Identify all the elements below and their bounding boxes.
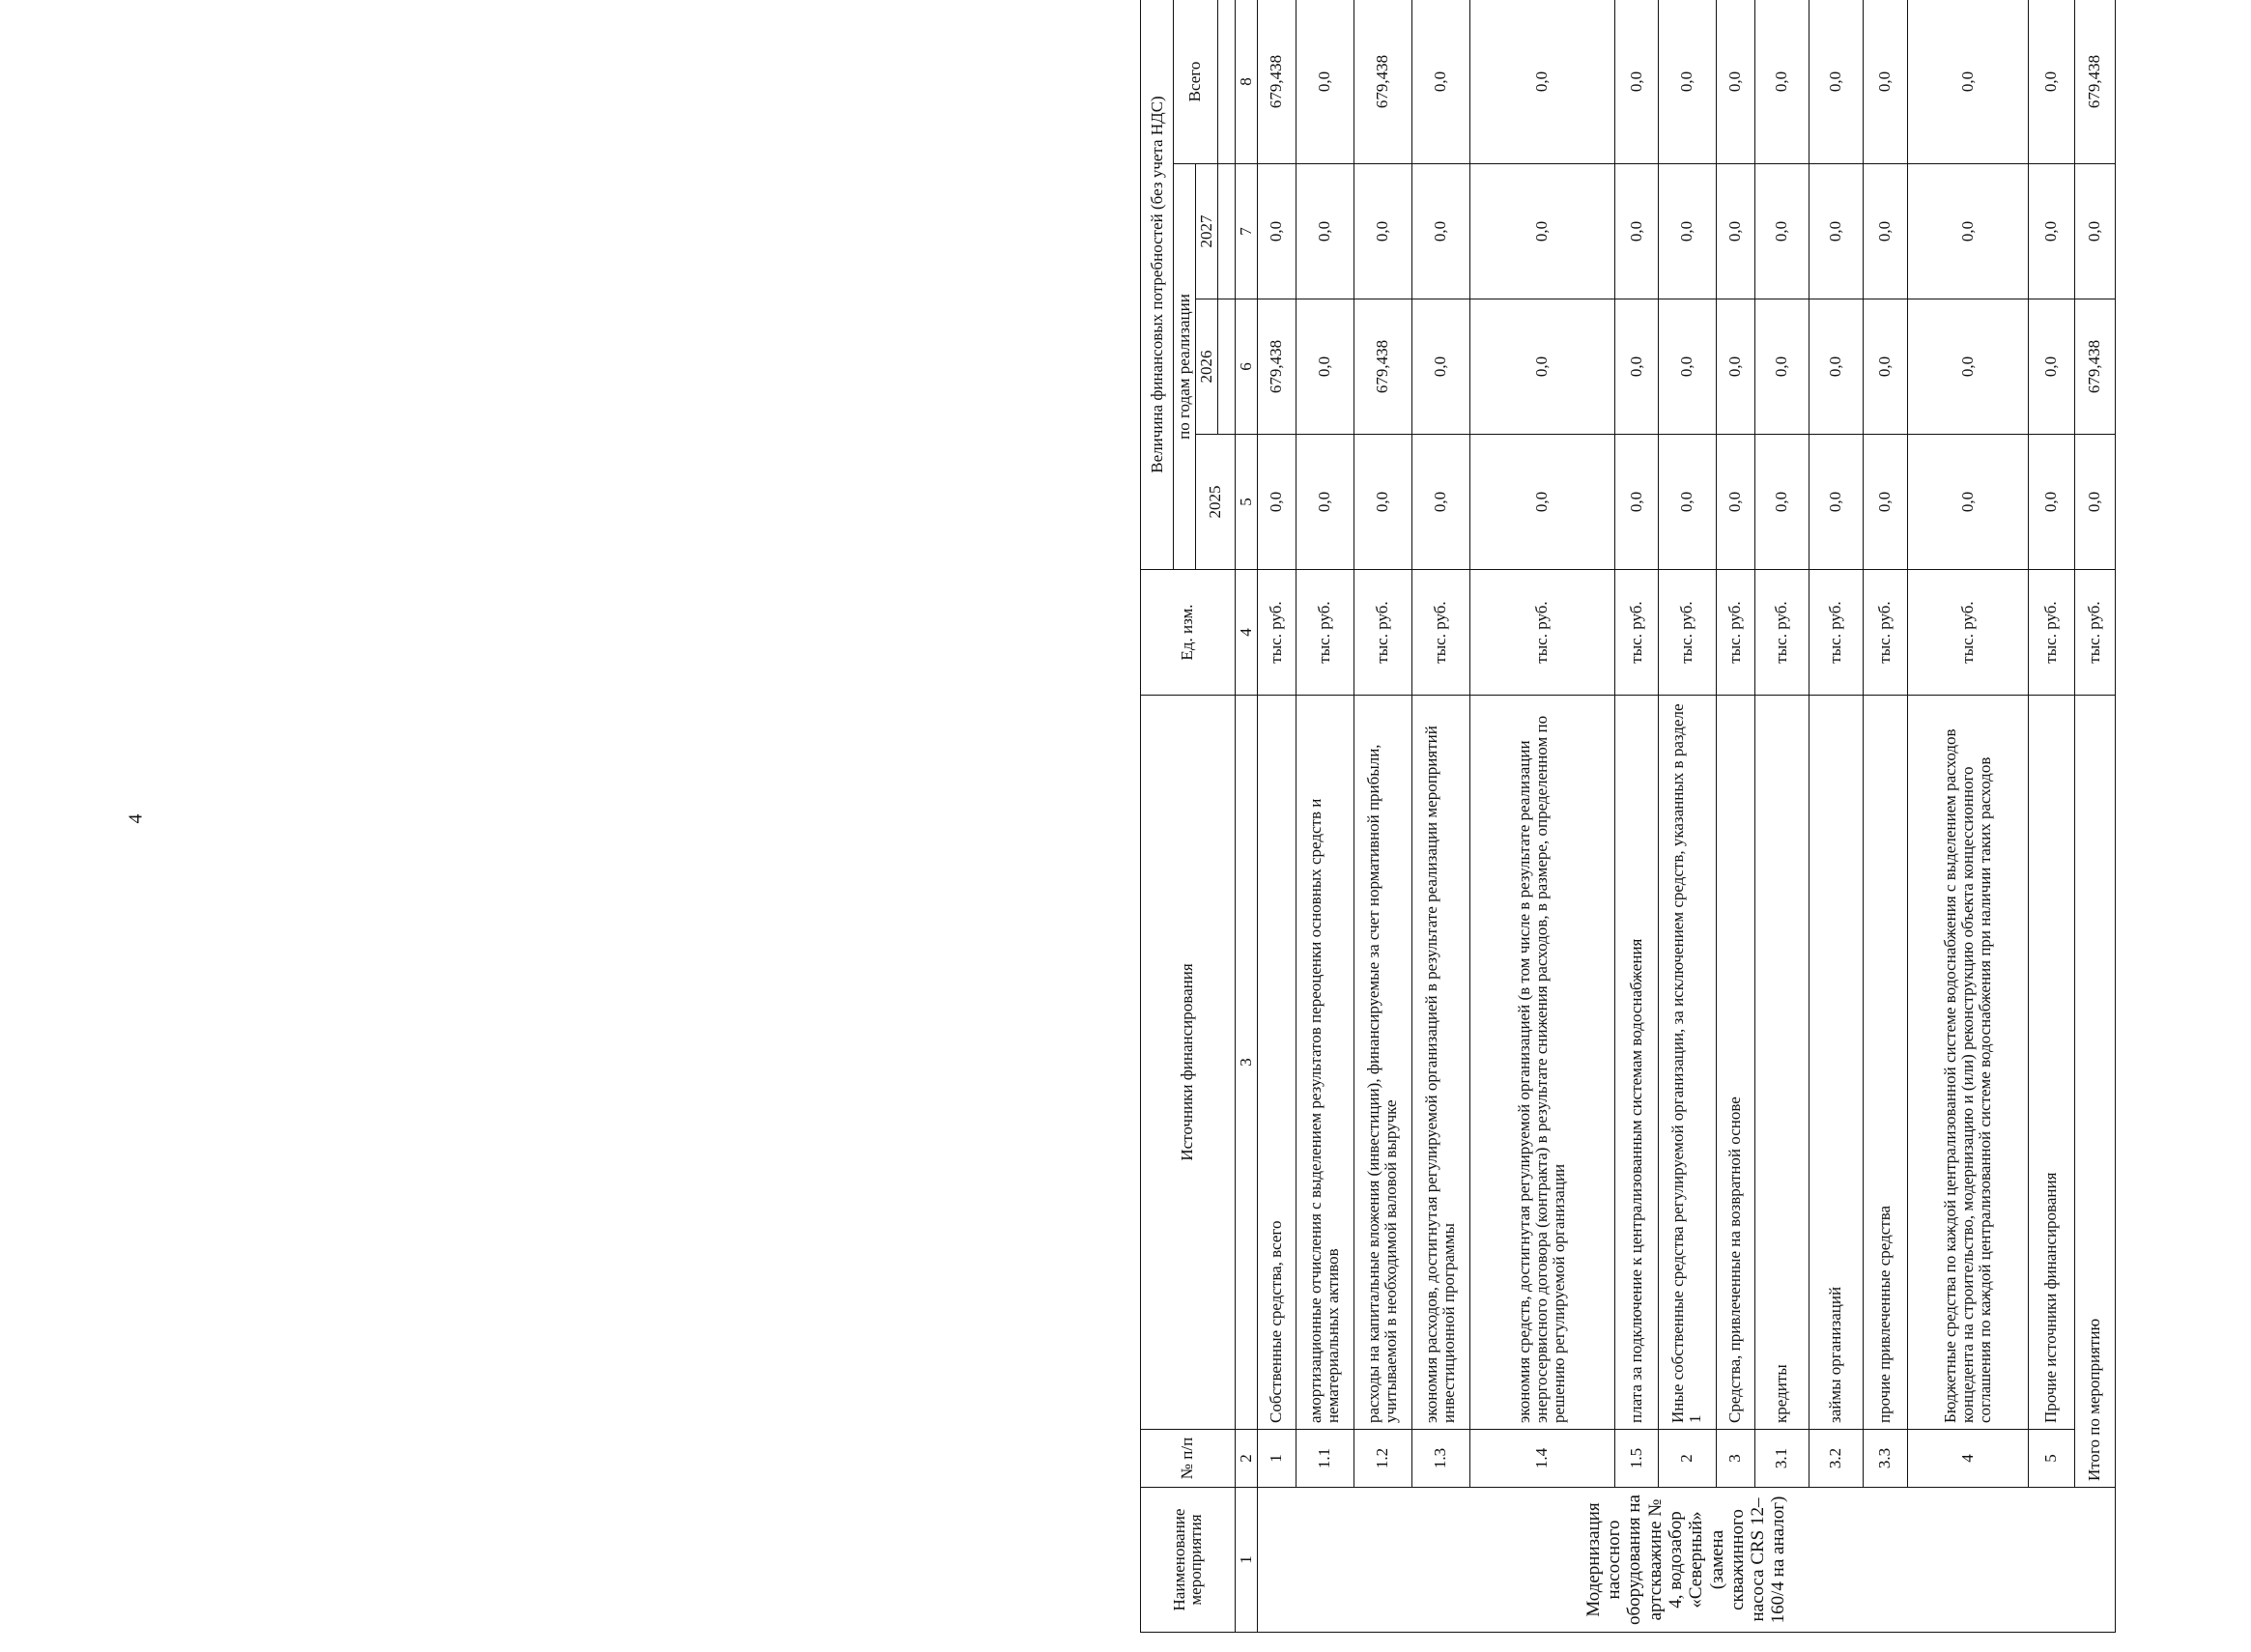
value-2027: 0,0: [1296, 164, 1353, 299]
value-total: 0,0: [1809, 0, 1863, 164]
value-2025: 0,0: [2028, 435, 2074, 570]
column-number: 5: [1235, 435, 1257, 570]
table-row: [1754, 0, 1809, 1633]
row-number: 1.5: [1614, 1430, 1658, 1488]
header-blank: [1217, 0, 1235, 164]
value-2027: 0,0: [1754, 164, 1809, 299]
row-number: 3.2: [1809, 1430, 1863, 1488]
unit: тыс. руб.: [1353, 570, 1411, 696]
row-number: 4: [1907, 1430, 2028, 1488]
value-2027: 0,0: [1716, 164, 1754, 299]
value-2026: 0,0: [1809, 299, 1863, 435]
total-row: [2074, 0, 2115, 1633]
column-number: 1: [1235, 1488, 1257, 1633]
value-total: 0,0: [2028, 0, 2074, 164]
unit: тыс. руб.: [1907, 570, 2028, 696]
header-source: Источники финансирования: [1141, 696, 1236, 1430]
value-2025: 0,0: [1809, 435, 1863, 570]
value-total: 0,0: [1754, 0, 1809, 164]
value-2027: 0,0: [1353, 164, 1411, 299]
rotated-page: [1140, 0, 2251, 1633]
column-number: 7: [1235, 164, 1257, 299]
value-2025: 0,0: [1353, 435, 1411, 570]
value-2026: 0,0: [1716, 299, 1754, 435]
value-2027: 0,0: [1257, 164, 1296, 299]
value-2027: 0,0: [1907, 164, 2028, 299]
value-2025: 0,0: [1863, 435, 1907, 570]
measure-name-cell: [1257, 1488, 2115, 1633]
value-2026: 0,0: [1754, 299, 1809, 435]
total-2026: 679,438: [2074, 299, 2115, 435]
total-2027: 0,0: [2074, 164, 2115, 299]
table-row: [1411, 0, 1469, 1633]
column-number-row: [1235, 0, 1257, 1633]
value-2027: 0,0: [1469, 164, 1614, 299]
unit: тыс. руб.: [1809, 570, 1863, 696]
value-2027: 0,0: [1411, 164, 1469, 299]
value-2027: 0,0: [1809, 164, 1863, 299]
unit: тыс. руб.: [1754, 570, 1809, 696]
value-total: 679,438: [1257, 0, 1296, 164]
funding-source: экономия расходов, достигнутая регулируемой организацией в результате реализации мероприятий инвестиционной программы: [1411, 696, 1469, 1430]
unit: тыс. руб.: [1863, 570, 1907, 696]
value-total: 679,438: [1353, 0, 1411, 164]
funding-source: Собственные средства, всего: [1257, 696, 1296, 1430]
row-number: 2: [1658, 1430, 1716, 1488]
header-year-2025: 2025: [1195, 435, 1235, 570]
value-2026: 0,0: [1907, 299, 2028, 435]
column-number: 8: [1235, 0, 1257, 164]
value-2025: 0,0: [1658, 435, 1716, 570]
row-number: 3.1: [1754, 1430, 1809, 1488]
header-unit: Ед. изм.: [1141, 570, 1236, 696]
value-2025: 0,0: [1257, 435, 1296, 570]
total-unit: тыс. руб.: [2074, 570, 2115, 696]
row-number: 3.3: [1863, 1430, 1907, 1488]
value-2026: 0,0: [1411, 299, 1469, 435]
row-number: 1.1: [1296, 1430, 1353, 1488]
column-number: 3: [1235, 696, 1257, 1430]
funding-source: Средства, привлеченные на возвратной основе: [1716, 696, 1754, 1430]
total-2025: 0,0: [2074, 435, 2115, 570]
table-row: [1716, 0, 1754, 1633]
value-total: 0,0: [1469, 0, 1614, 164]
value-total: 0,0: [1411, 0, 1469, 164]
table-row: [1296, 0, 1353, 1633]
value-2025: 0,0: [1907, 435, 2028, 570]
column-number: 2: [1235, 1430, 1257, 1488]
unit: тыс. руб.: [1296, 570, 1353, 696]
value-2026: 0,0: [1296, 299, 1353, 435]
value-2027: 0,0: [1863, 164, 1907, 299]
header-by-years: по годам реализации: [1174, 164, 1196, 570]
header-year-2026: 2026: [1195, 299, 1217, 435]
unit: тыс. руб.: [2028, 570, 2074, 696]
value-2027: 0,0: [2028, 164, 2074, 299]
value-total: 0,0: [1907, 0, 2028, 164]
value-total: 0,0: [1658, 0, 1716, 164]
financing-table: [1140, 0, 2116, 1633]
value-2025: 0,0: [1716, 435, 1754, 570]
header-blank: [1217, 164, 1235, 299]
funding-source: амортизационные отчисления с выделением результатов переоценки основных средств и нематериальных активов: [1296, 696, 1353, 1430]
table-row: [1809, 0, 1863, 1633]
funding-source: экономия средств, достигнутая регулируемой организацией (в том числе в результате реализации энергосервисного договора (контракта) в результате снижения расходов, в размере, определенном по решению регулируемой организации: [1469, 696, 1614, 1430]
table-row: [1257, 0, 1296, 1633]
table-row: [2028, 0, 2074, 1633]
value-2025: 0,0: [1296, 435, 1353, 570]
table-row: [1863, 0, 1907, 1633]
row-number: 1: [1257, 1430, 1296, 1488]
funding-source: Прочие источники финансирования: [2028, 696, 2074, 1430]
value-total: 0,0: [1614, 0, 1658, 164]
value-2026: 0,0: [2028, 299, 2074, 435]
row-number: 1.4: [1469, 1430, 1614, 1488]
header-year-2027: 2027: [1195, 164, 1217, 299]
value-total: 0,0: [1296, 0, 1353, 164]
value-2025: 0,0: [1469, 435, 1614, 570]
table-row: [1614, 0, 1658, 1633]
funding-source: Бюджетные средства по каждой централизованной системе водоснабжения с выделением расходов концедента на строительство, модернизацию и (или) реконструкцию объекта концессионного соглашения по каждой централизованной системе водоснабжения при наличии таких расходов: [1907, 696, 2028, 1430]
value-total: 0,0: [1716, 0, 1754, 164]
value-2026: 0,0: [1863, 299, 1907, 435]
header-total: Всего: [1174, 0, 1218, 164]
table-row: [1353, 0, 1411, 1633]
row-number: 1.2: [1353, 1430, 1411, 1488]
value-2026: 0,0: [1614, 299, 1658, 435]
value-2025: 0,0: [1614, 435, 1658, 570]
value-2026: 0,0: [1469, 299, 1614, 435]
value-2025: 0,0: [1754, 435, 1809, 570]
funding-source: прочие привлеченные средства: [1863, 696, 1907, 1430]
row-number: 3: [1716, 1430, 1754, 1488]
value-2026: 679,438: [1353, 299, 1411, 435]
unit: тыс. руб.: [1257, 570, 1296, 696]
unit: тыс. руб.: [1469, 570, 1614, 696]
value-2026: 0,0: [1658, 299, 1716, 435]
measure-name: Модернизация насосного оборудования на артскважине № 4, водозабор «Северный» (замена скважинного насоса CRS 12–160/4 на аналог): [1582, 1495, 1789, 1625]
table-row: [1658, 0, 1716, 1633]
funding-source: плата за подключение к централизованным системам водоснабжения: [1614, 696, 1658, 1430]
header-financial-needs: Величина финансовых потребностей (без учета НДС): [1141, 0, 1174, 570]
funding-source: займы организаций: [1809, 696, 1863, 1430]
value-2027: 0,0: [1658, 164, 1716, 299]
total-label: Итого по мероприятию: [2074, 696, 2115, 1488]
value-total: 0,0: [1863, 0, 1907, 164]
funding-source: кредиты: [1754, 696, 1809, 1430]
unit: тыс. руб.: [1658, 570, 1716, 696]
value-2026: 679,438: [1257, 299, 1296, 435]
header-measure-name: Наименование мероприятия: [1141, 1488, 1236, 1633]
unit: тыс. руб.: [1716, 570, 1754, 696]
funding-source: Иные собственные средства регулируемой организации, за исключением средств, указанных в разделе 1: [1658, 696, 1716, 1430]
unit: тыс. руб.: [1411, 570, 1469, 696]
row-number: 1.3: [1411, 1430, 1469, 1488]
funding-source: расходы на капитальные вложения (инвестиции), финансируемые за счет нормативной прибыли, учитываемой в необходимой валовой выручке: [1353, 696, 1411, 1430]
header-blank: [1217, 299, 1235, 435]
column-number: 6: [1235, 299, 1257, 435]
page-number: 4: [125, 813, 147, 824]
table-row: [1469, 0, 1614, 1633]
column-number: 4: [1235, 570, 1257, 696]
header-number: № п/п: [1141, 1430, 1236, 1488]
unit: тыс. руб.: [1614, 570, 1658, 696]
table-row: [1907, 0, 2028, 1633]
value-2027: 0,0: [1614, 164, 1658, 299]
total-sum: 679,438: [2074, 0, 2115, 164]
row-number: 5: [2028, 1430, 2074, 1488]
value-2025: 0,0: [1411, 435, 1469, 570]
